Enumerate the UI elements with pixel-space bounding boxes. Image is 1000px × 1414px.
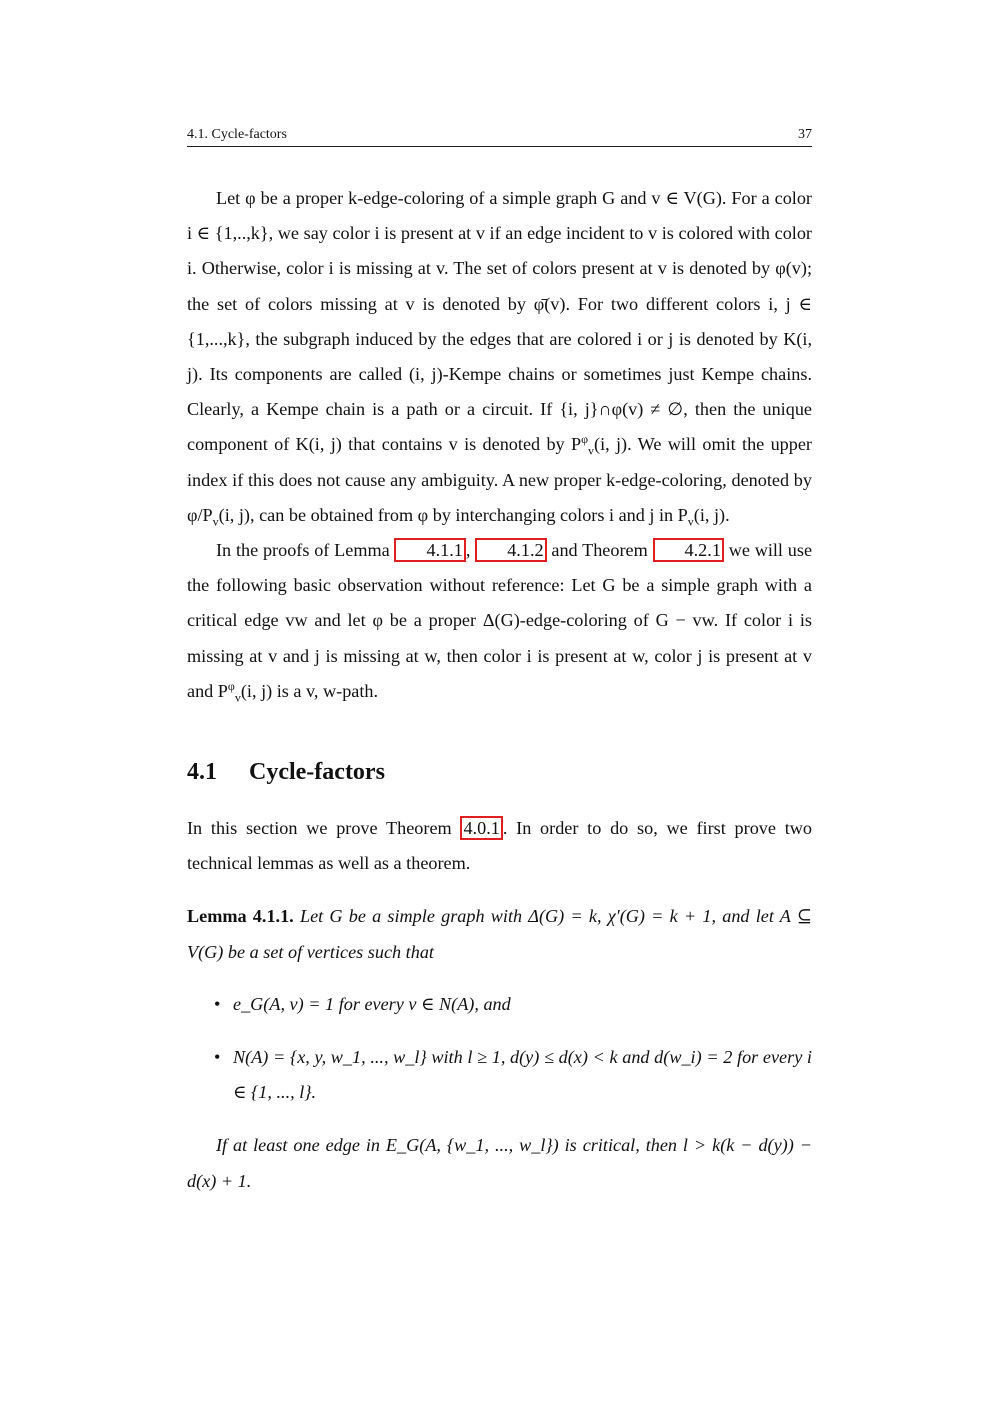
paragraph-observation	[187, 533, 812, 709]
paragraph-text: we will use the following basic observation without reference: Let G be a simple graph with a critical edge vw and let φ be a proper Δ(G)-edge-coloring of G − vw. If color i is missing at v and j is missing at w, then color i is present at w, color j is present at v and P	[187, 540, 813, 701]
lemma-reference-link[interactable]: 4.1.1	[394, 538, 465, 562]
main-content	[187, 181, 812, 1199]
paragraph-text: ,	[465, 540, 476, 561]
paragraph-definitions	[187, 181, 812, 533]
theorem-reference-link[interactable]: 4.2.1	[653, 538, 724, 562]
page-number: 37	[798, 127, 812, 142]
list-item	[187, 1040, 812, 1110]
paragraph-text: (i, j) is a v, w-path.	[240, 680, 379, 701]
paragraph-text: In this section we prove Theorem	[187, 818, 461, 839]
paragraph-text: (i, j), can be obtained from φ by interchanging colors i and j in P	[218, 504, 688, 525]
running-head	[187, 124, 812, 147]
condition-text: N(A) = {x, y, w_1, ..., w_l} with l ≥ 1, d(y) ≤ d(x) < k and d(w_i) = 2 for every i ∈ {1, ..., l}.	[233, 1047, 812, 1103]
list-item	[187, 987, 812, 1022]
section-number: 4.1	[187, 759, 217, 786]
subscript: v	[588, 444, 595, 459]
section-title: Cycle-factors	[249, 759, 385, 786]
subscript: v	[687, 514, 694, 529]
lemma-reference-link[interactable]: 4.1.2	[475, 538, 546, 562]
paragraph-text: . In order to do so, we first prove two technical lemmas as well as a theorem.	[187, 818, 812, 874]
lemma-text: Let G be a simple graph with Δ(G) = k, χ′(G) = k + 1, and let A ⊆ V(G) be a set of vertices such that	[187, 906, 813, 962]
subscript: v	[212, 514, 219, 529]
paragraph-text: (i, j).	[693, 504, 730, 525]
lemma-statement	[187, 899, 812, 969]
section-intro-paragraph	[187, 811, 812, 881]
bullet-icon: •	[214, 993, 221, 1014]
paragraph-text: (i, j). We will omit the upper index if this does not cause any ambiguity. A new proper k-edge-coloring, denoted by φ/P	[187, 434, 812, 525]
paragraph-text: Let φ be a proper k-edge-coloring of a simple graph G and v ∈ V(G). For a color i ∈ {1,..,k}, we say color i is present at v if an edge incident to v is colored with color i. Otherwise, color i is missing at v. The set of colors present at v is denoted by φ(v); the set of colors missing at v is denoted by φ̄(v). For two different colors i, j ∈ {1,...,k}, the subgraph induced by the edges that are colored i or j is denoted by K(i, j). Its components are called (i, j)-Kempe chains or sometimes just Kempe chains. Clearly, a Kempe chain is a path or a circuit. If {i, j}∩φ(v) ≠ ∅, then the unique component of K(i, j) that contains v is denoted by P	[187, 188, 812, 455]
page	[187, 0, 812, 1414]
superscript: φ	[227, 678, 235, 693]
bullet-icon: •	[214, 1047, 221, 1068]
paragraph-text: In the proofs of Lemma	[216, 540, 395, 561]
theorem-reference-link[interactable]: 4.0.1	[460, 816, 502, 840]
lemma-label: Lemma 4.1.1.	[187, 906, 294, 927]
subscript: v	[234, 690, 241, 705]
section-heading	[187, 759, 812, 789]
paragraph-text: and Theorem	[546, 540, 653, 561]
running-title: 4.1. Cycle-factors	[187, 127, 287, 142]
lemma-conditions	[187, 987, 812, 1111]
superscript: φ	[581, 432, 589, 447]
condition-text: e_G(A, v) = 1 for every v ∈ N(A), and	[233, 993, 511, 1014]
lemma-conclusion: If at least one edge in E_G(A, {w_1, ..., w_l}) is critical, then l > k(k − d(y)) − d(x) + 1.	[187, 1135, 812, 1191]
